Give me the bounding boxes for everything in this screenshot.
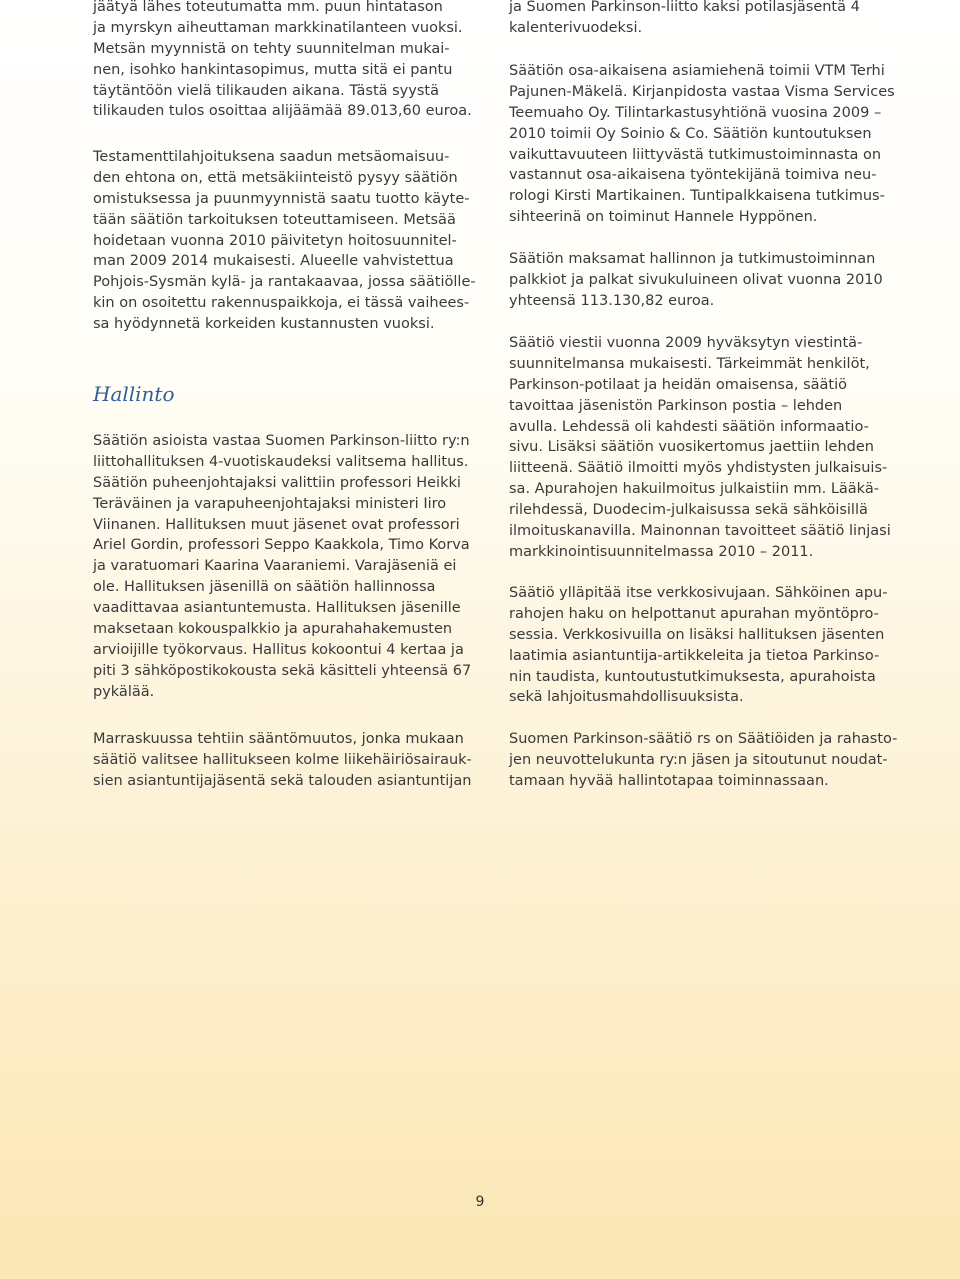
page-number: 9 (475, 1194, 485, 1210)
text-line: den ehtona on, että metsäkiinteistö pysyy säätiön (93, 169, 458, 186)
text-line: liittohallituksen 4-vuotiskaudeksi valitsema hallitus. (93, 453, 469, 470)
text-line: Pohjois-Sysmän kylä- ja rantakaavaa, jossa säätiölle- (93, 274, 476, 291)
text-line: tamaan hyvää hallintotapaa toiminnassaan. (509, 772, 829, 789)
text-line: vaikuttavuuteen liittyvästä tutkimustoiminnasta on (509, 146, 882, 163)
text-line: suunnitelmansa mukaisesti. Tärkeimmät henkilöt, (509, 355, 870, 372)
text-line: Testamenttilahjoituksena saadun metsäomaisuu- (93, 149, 450, 165)
text-line: Marraskuussa tehtiin sääntömuutos, jonka mukaan (93, 731, 464, 747)
text-line: Metsän myynnistä on tehty suunnitelman mukai- (93, 40, 450, 57)
paragraph-rule-change (93, 729, 472, 792)
text-line: 2010 toimii Oy Soinio & Co. Säätiön kuntoutuksen (509, 125, 872, 142)
text-line: tavoittaa jäsenistön Parkinson postia – lehden (509, 397, 843, 414)
paragraph-sale-result (93, 0, 472, 122)
paragraph-salaries (509, 249, 883, 312)
paragraph-forest-donation (93, 147, 476, 335)
text-line: ja varatuomari Kaarina Vaaraniemi. Varajäseniä ei (93, 558, 457, 575)
text-line: sien asiantuntijajäsentä sekä talouden asiantuntijan (93, 772, 472, 789)
text-line: palkkiot ja palkat sivukuluineen olivat vuonna 2010 (509, 271, 883, 288)
text-line: sessia. Verkkosivuilla on lisäksi hallituksen jäsenten (509, 626, 885, 643)
paragraph-website (509, 583, 887, 708)
text-line: man 2009 2014 mukaisesti. Alueelle vahvistettua (93, 253, 454, 270)
paragraph-membership (509, 729, 897, 792)
text-line: rilehdessä, Duodecim-julkaisussa sekä sähköisillä (509, 502, 868, 519)
text-line: Suomen Parkinson-säätiö rs on Säätiöiden ja rahasto- (509, 731, 898, 747)
text-line: Teräväinen ja varapuheenjohtajaksi ministeri Iiro (93, 495, 447, 512)
text-line: Säätiön osa-aikaisena asiamiehenä toimii VTM Terhi (509, 63, 885, 79)
text-line: sihteerinä on toiminut Hannele Hyppönen. (509, 209, 818, 226)
text-line: arvioijille työkorvaus. Hallitus kokoontui 4 kertaa ja (93, 641, 464, 658)
text-line: Ariel Gordin, professori Seppo Kaakkola, Timo Korva (93, 537, 470, 554)
text-line: ja myrskyn aiheuttaman markkinatilanteen vuoksi. (93, 19, 463, 36)
text-line: täytäntöön vielä tilikauden aikana. Tästä syystä (93, 82, 439, 99)
paragraph-patient-members (509, 0, 860, 39)
text-line: tilikauden tulos osoittaa alijäämää 89.013,60 euroa. (93, 103, 472, 120)
text-line: jäätyä lähes toteutumatta mm. puun hintatason (93, 0, 443, 15)
paragraph-board (93, 431, 471, 703)
text-line: pykälää. (93, 683, 155, 700)
text-line: markkinointisuunnitelmassa 2010 – 2011. (509, 543, 814, 560)
text-line: kalenterivuodeksi. (509, 19, 643, 36)
text-line: Säätiön puheenjohtajaksi valittiin professori Heikki (93, 474, 461, 491)
section-heading-hallinto: Hallinto (93, 382, 175, 406)
text-line: kin on osoitettu rakennuspaikkoja, ei tässä vaihees- (93, 295, 470, 312)
text-line: ole. Hallituksen jäsenillä on säätiön hallinnossa (93, 579, 436, 596)
text-line: Parkinson-potilaat ja heidän omaisensa, säätiö (509, 376, 847, 393)
text-line: vaadittavaa asiantuntemusta. Hallituksen jäsenille (93, 600, 461, 617)
text-line: Pajunen-Mäkelä. Kirjanpidosta vastaa Visma Services (509, 83, 895, 100)
text-line: rologi Kirsti Martikainen. Tuntipalkkaisena tutkimus- (509, 188, 885, 205)
text-line: Teemuaho Oy. Tilintarkastusyhtiönä vuosina 2009 – (509, 104, 882, 121)
text-line: omistuksessa ja puunmyynnistä saatu tuotto käyte- (93, 190, 470, 207)
text-line: hoidetaan vuonna 2010 päivitetyn hoitosuunnitel- (93, 232, 457, 249)
text-line: sa hyödynnetä korkeiden kustannusten vuoksi. (93, 316, 435, 333)
text-line: yhteensä 113.130,82 euroa. (509, 292, 715, 309)
text-line: piti 3 sähköpostikokousta sekä käsitteli yhteensä 67 (93, 662, 472, 679)
text-line: nen, isohko hankintasopimus, mutta sitä ei pantu (93, 61, 453, 78)
text-line: rahojen haku on helpottanut apurahan myöntöpro- (509, 605, 879, 622)
text-line: vastannut osa-aikaisena työntekijänä toimiva neu- (509, 167, 877, 184)
text-line: ilmoituskanavilla. Mainonnan tavoitteet säätiö linjasi (509, 523, 891, 540)
text-line: Viinanen. Hallituksen muut jäsenet ovat professori (93, 516, 460, 533)
paragraph-communication (509, 333, 891, 563)
text-line: jen neuvottelukunta ry:n jäsen ja sitoutunut noudat- (509, 751, 888, 768)
text-line: Säätiö viestii vuonna 2009 hyväksytyn viestintä- (509, 335, 863, 351)
text-line: laatimia asiantuntija-artikkeleita ja tietoa Parkinso- (509, 647, 880, 664)
text-line: sekä lahjoitusmahdollisuuksista. (509, 689, 744, 706)
text-line: liitteenä. Säätiö ilmoitti myös yhdistysten julkaisuis- (509, 460, 888, 477)
text-line: Säätiön maksamat hallinnon ja tutkimustoiminnan (509, 251, 876, 267)
text-line: säätiö valitsee hallitukseen kolme liikehäiriösairauk- (93, 751, 472, 768)
text-line: sa. Apurahojen hakuilmoitus julkaistiin mm. Lääkä- (509, 481, 879, 498)
text-line: Säätiön asioista vastaa Suomen Parkinson-liitto ry:n (93, 433, 470, 449)
text-line: sivu. Lisäksi säätiön vuosikertomus jaettiin lehden (509, 439, 874, 456)
text-line: nin taudista, kuntoutustutkimuksesta, apurahoista (509, 668, 876, 685)
text-line: tään säätiön tarkoituksen toteuttamiseen. Metsää (93, 211, 456, 228)
text-line: maksetaan kokouspalkkio ja apurahahakemusten (93, 621, 453, 638)
text-line: avulla. Lehdessä oli kahdesti säätiön informaatio- (509, 418, 869, 435)
paragraph-staff (509, 61, 895, 228)
text-line: ja Suomen Parkinson-liitto kaksi potilasjäsentä 4 (509, 0, 860, 15)
text-line: Säätiö ylläpitää itse verkkosivujaan. Sähköinen apu- (509, 585, 888, 601)
